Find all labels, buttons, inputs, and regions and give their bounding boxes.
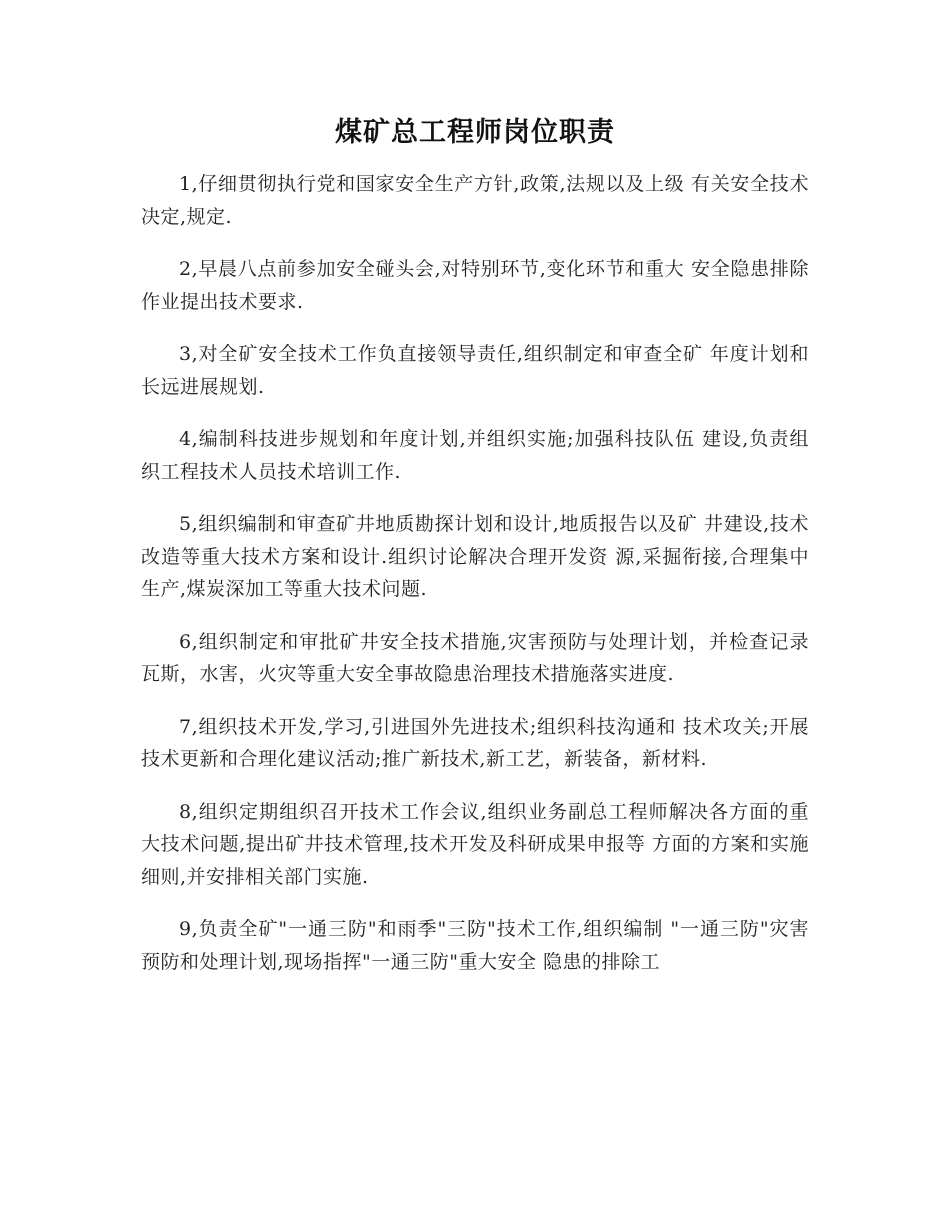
paragraph-1: 1,仔细贯彻执行党和国家安全生产方针,政策,法规以及上级 有关安全技术决定,规定. <box>141 173 809 228</box>
paragraph-3: 3,对全矿安全技术工作负直接领导责任,组织制定和审查全矿 年度计划和长远进展规划. <box>141 343 809 398</box>
paragraph-4: 4,编制科技进步规划和年度计划,并组织实施;加强科技队伍 建设,负责组织工程技术人员技术培训工作. <box>141 428 809 483</box>
paragraph-7: 7,组织技术开发,学习,引进国外先进技术;组织科技沟通和 技术攻关;开展技术更新和合理化建议活动;推广新技术,新工艺，新装备，新材料. <box>141 715 809 770</box>
document-title: 煤矿总工程师岗位职责 <box>335 117 615 148</box>
paragraph-6: 6,组织制定和审批矿井安全技术措施,灾害预防与处理计划，并检查记录瓦斯，水害，火灾等重大安全事故隐患治理技术措施落实进度. <box>141 630 809 685</box>
paragraph-2: 2,早晨八点前参加安全碰头会,对特别环节,变化环节和重大 安全隐患排除作业提出技术要求. <box>141 258 809 313</box>
paragraph-5: 5,组织编制和审查矿井地质勘探计划和设计,地质报告以及矿 井建设,技术改造等重大技术方案和设计.组织讨论解决合理开发资 源,采掘衔接,合理集中生产,煤炭深加工等重大技术问题. <box>141 513 809 600</box>
document-body <box>141 168 809 998</box>
paragraph-9: 9,负责全矿"一通三防"和雨季"三防"技术工作,组织编制 "一通三防"灾害预防和处理计划,现场指挥"一通三防"重大安全 隐患的排除工 <box>141 918 809 973</box>
paragraph-8: 8,组织定期组织召开技术工作会议,组织业务副总工程师解决各方面的重大技术问题,提出矿井技术管理,技术开发及科研成果申报等 方面的方案和实施细则,并安排相关部门实施. <box>141 800 809 888</box>
